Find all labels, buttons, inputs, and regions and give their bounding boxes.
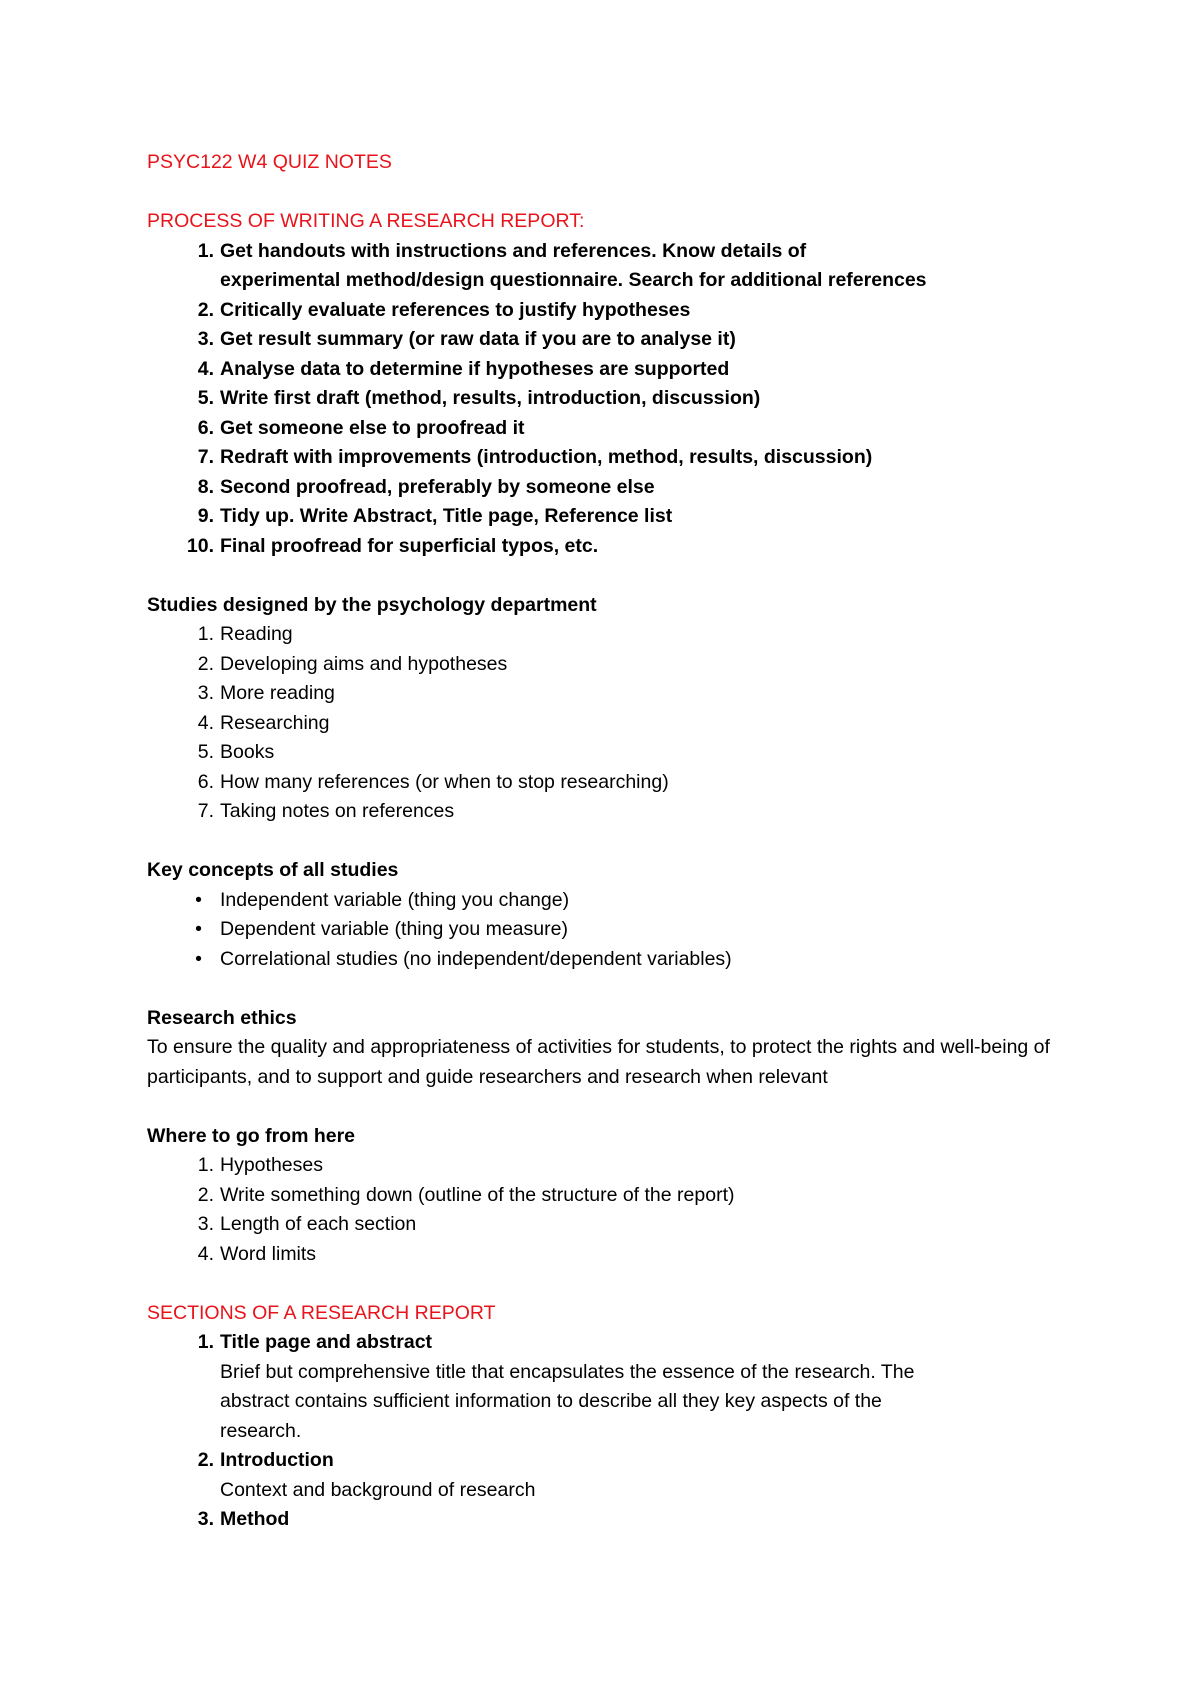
list-item: 7. Redraft with improvements (introduction, method, results, discussion) bbox=[197, 446, 873, 468]
list-item: 3. Length of each section bbox=[197, 1213, 417, 1235]
list-item: 3. Get result summary (or raw data if you are to analyse it) bbox=[197, 328, 736, 350]
list-item: 3. More reading bbox=[197, 682, 335, 704]
list-item: 2. Developing aims and hypotheses bbox=[197, 652, 508, 675]
list-item: 4. Analyse data to determine if hypotheses are supported bbox=[197, 357, 730, 380]
spacer bbox=[147, 1269, 1077, 1299]
studies-list bbox=[147, 620, 1077, 827]
key-concepts-heading: Key concepts of all studies bbox=[147, 859, 399, 881]
list-item: 1. Hypotheses bbox=[197, 1154, 323, 1176]
list-item: 10. Final proofread for superficial typos, etc. bbox=[186, 534, 599, 557]
list-item: 7. Taking notes on references bbox=[197, 800, 455, 822]
section-title: Method bbox=[220, 1508, 290, 1530]
document-page bbox=[147, 148, 1077, 1535]
spacer bbox=[147, 1092, 1077, 1122]
where-next-list bbox=[147, 1151, 1077, 1269]
spacer bbox=[147, 561, 1077, 591]
sections-list bbox=[147, 1328, 1077, 1535]
section-description: Context and background of research bbox=[220, 1478, 536, 1501]
list-item: • Independent variable (thing you change) bbox=[147, 886, 1077, 916]
list-item: 4. Word limits bbox=[197, 1242, 317, 1265]
section-description: Brief but comprehensive title that encapsulates the essence of the research. The abstract contains sufficient information to describe all they key aspects of the research. bbox=[220, 1360, 915, 1442]
list-item: 3. Method bbox=[197, 1508, 290, 1530]
studies-heading: Studies designed by the psychology department bbox=[147, 593, 597, 616]
list-item: 6. Get someone else to proofread it bbox=[197, 416, 525, 439]
list-item: 1. Get handouts with instructions and references. Know details of experimental method/design questionnaire. Search for additional references bbox=[197, 239, 927, 291]
list-item: 4. Researching bbox=[197, 711, 330, 734]
list-item: 2. Critically evaluate references to justify hypotheses bbox=[197, 298, 691, 321]
section-title: Introduction bbox=[220, 1449, 334, 1471]
list-item: 9. Tidy up. Write Abstract, Title page, Reference list bbox=[197, 505, 673, 527]
list-item: 2. Introduction Context and background of research bbox=[147, 1446, 1077, 1505]
bullet-icon: • bbox=[195, 947, 202, 970]
list-item: 1. Reading bbox=[197, 623, 293, 645]
list-item: • Correlational studies (no independent/dependent variables) bbox=[147, 945, 1077, 975]
sections-heading: SECTIONS OF A RESEARCH REPORT bbox=[147, 1301, 496, 1324]
list-item: 6. How many references (or when to stop researching) bbox=[197, 770, 669, 793]
list-item: 2. Write something down (outline of the structure of the report) bbox=[197, 1183, 735, 1206]
bullet-icon: • bbox=[195, 888, 202, 911]
list-item: 8. Second proofread, preferably by someone else bbox=[197, 475, 655, 498]
section-title: Title page and abstract bbox=[220, 1331, 433, 1353]
process-heading: PROCESS OF WRITING A RESEARCH REPORT: bbox=[147, 210, 585, 232]
list-item: 5. Write first draft (method, results, introduction, discussion) bbox=[197, 387, 761, 409]
ethics-paragraph: To ensure the quality and appropriateness of activities for students, to protect the rights and well-being of participants, and to support and guide researchers and research when relevant bbox=[147, 1036, 1050, 1088]
document-title: PSYC122 W4 QUIZ NOTES bbox=[147, 151, 392, 173]
list-item: • Dependent variable (thing you measure) bbox=[147, 915, 1077, 945]
spacer bbox=[147, 974, 1077, 1004]
spacer bbox=[147, 827, 1077, 857]
key-concepts-list bbox=[147, 886, 1077, 975]
list-item: 1. Title page and abstract Brief but comprehensive title that encapsulates the essence of the research. The abstract contains sufficient information to describe all they key aspects of the research. bbox=[147, 1328, 1077, 1446]
list-item: 5. Books bbox=[197, 741, 275, 763]
ethics-heading: Research ethics bbox=[147, 1006, 297, 1029]
bullet-icon: • bbox=[195, 918, 202, 940]
spacer bbox=[147, 178, 1077, 208]
process-list bbox=[147, 237, 1077, 562]
where-next-heading: Where to go from here bbox=[147, 1124, 356, 1147]
